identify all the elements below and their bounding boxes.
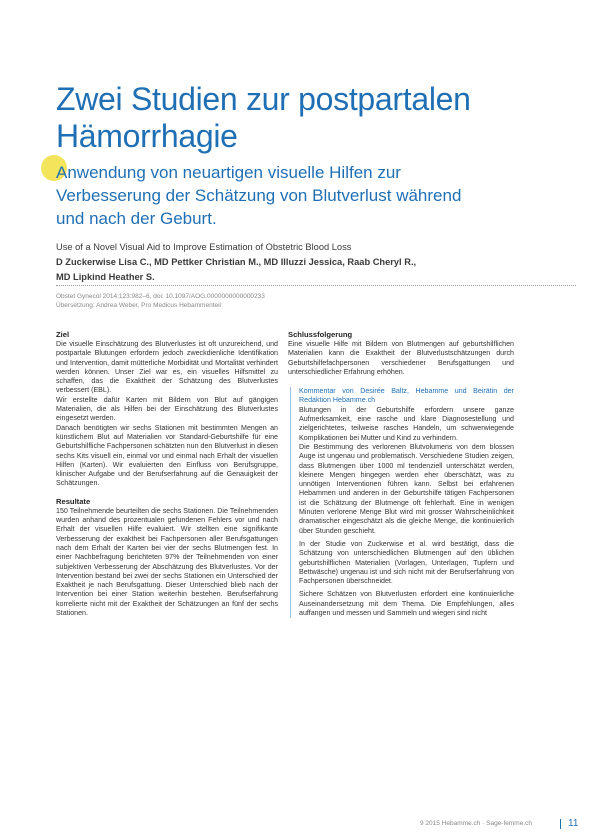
footer-divider xyxy=(560,819,561,829)
ziel-paragraph-2: Wir erstellte dafür Karten mit Bildern von Blut auf gängigen Materialien, die als Hilfen bei der Einschätzung des Blutverlustes eingesetzt werden. xyxy=(56,395,278,423)
article-title-line-2: Hämorrhagie xyxy=(56,118,238,155)
footer-publication: 9 2015 Hebamme.ch · Sage-femme.ch xyxy=(420,820,532,827)
translation-line: Übersetzung: Andrea Weber, Pro Medicus Hebammenteil xyxy=(56,302,221,309)
citation-meta xyxy=(56,292,356,310)
ziel-paragraph-1: Die visuelle Einschätzung des Blutverlustes ist oft unzureichend, und postpartale Blutungen erfordern jedoch zweckdienliche Identifikation und Intervention, damit mütterliche Morbidität und Mortalität verhindert werden können. Unser Ziel war es, ein visuelles Hilfsmittel zu schaffen, das die Exaktheit der Schätzung des Blutverlustes verbessert (EBL). xyxy=(56,340,278,395)
ziel-paragraph-3: Danach benötigten wir sechs Stationen mit bestimmten Mengen an künstlichem Blut auf Materialien vor Standard-Geburtshilfe für eine Geburtshilfliche Fachpersonen schätzten nun den Blutverlust in diesen sechs Kits visuell ein, einmal vor und einmal nach Erhalt der visuellen Hilfen (Karten). Wir evaluierten den Einfluss von Berufsgruppe, klinischer Aufgabe und der Berufserfahrung auf die Genauigkeit der Schätzungen. xyxy=(56,423,278,488)
page-number: 11 xyxy=(568,818,579,829)
original-study-title: Use of a Novel Visual Aid to Improve Estimation of Obstetric Blood Loss xyxy=(56,242,352,252)
original-study-reference xyxy=(56,240,576,285)
article-subtitle xyxy=(56,161,566,230)
authors-line-2: MD Lipkind Heather S. xyxy=(56,272,155,282)
subtitle-line-2: Verbesserung der Schätzung von Blutverlust während xyxy=(56,186,462,205)
comment-box xyxy=(290,387,514,618)
subtitle-line-1: Anwendung von neuartigen visuelle Hilfen zur xyxy=(56,163,401,182)
section-heading-ziel: Ziel xyxy=(56,330,70,339)
right-column xyxy=(288,330,514,618)
comment-paragraph-3: In der Studie von Zuckerwise et al. wird bestätigt, dass die Schätzung von unterschiedlichen Blutmengen auf den üblichen geburtshilflichen Materialien (Vorlagen, Unterlagen, Tupfern und Bettwäsche) ungenau ist und sich nicht mit der Berufserfahrung von Fachpersonen überschneidet. xyxy=(299,539,514,586)
comment-paragraph-4: Sichere Schätzen von Blutverlusten erfordert eine kontinuierliche Auseinandersetzung mit dem Thema. Die Empfehlungen, alles auffangen und messen und Sammeln und wiegen sind nicht xyxy=(299,590,514,618)
subtitle-line-3: und nach der Geburt. xyxy=(56,209,217,228)
section-heading-resultate: Resultate xyxy=(56,496,91,506)
authors-line-1: D Zuckerwise Lisa C., MD Pettker Christian M., MD Illuzzi Jessica, Raab Cheryl R., xyxy=(56,257,417,267)
resultate-paragraph: 150 Teilnehmende beurteilten die sechs Stationen. Die Teilnehmenden wurden anhand des prozentualen gefundenen Fehlers vor und nach Erhalt der visuellen Hilfe evaluiert. Wir stellten eine signifikante Verbesserung der exaktheit bei Fachpersonen aller Berufsgattungen nach dem Erhalt der Karten bei vier der sechs Blutmengen fest. In einer Nachbefragung berichteten 97% der Teilnehmenden von einer subjektiven Verbesserung der Abschätzung des Blutverlustes. Vor der Intervention bestand bei zwei der sechs Stationen ein Unterschied der Exaktheit je nach Berufsgattung. Dieser Unterschied blieb nach der Intervention bei einer Station weiterhin bestehen. Berufserfahrung korrelierte nicht mit der Exaktheit der Schätzungen an fünf der sechs Stationen. xyxy=(56,506,278,618)
article-title xyxy=(56,81,576,155)
comment-paragraph-2: Die Bestimmung des verlorenen Blutvolumens von dem blossen Auge ist ungenau und problematisch. Verschiedene Studien zeigen, dass Blutmengen über 1000 ml tendenziell unterschätzt werden, kleinere Mengen hingegen werden eher überschätzt, was zu unnötigen Interventionen führen kann. Selbst bei erfahrenen Hebammen und anderen in der Geburtshilfe tätigen Fachpersonen ist die Schätzung der Blutmenge oft fehlerhaft. Eine in wenigen Minuten verlorene Menge Blut wird mit grosser Wahrscheinlichkeit dramatischer eingeschätzt als die gleiche Menge, die kontinuierlich über Stunden geschieht. xyxy=(299,442,514,535)
article-title-line-1: Zwei Studien zur postpartalen xyxy=(56,81,471,118)
page-footer xyxy=(0,818,601,832)
comment-paragraph-1: Blutungen in der Geburtshilfe erfordern unsere ganze Aufmerksamkeit, eine rasche und klare Diagnosestellung und zielgerichtetes, teilweise rasches Handeln, um schwerwiegende Komplikationen bei Mutter und Kind zu verhindern. xyxy=(299,405,514,442)
left-column xyxy=(56,330,278,618)
citation-line: Obstet Gynecol 2014;123:982–6, doi: 10.1097/AOG.0000000000000233 xyxy=(56,293,265,300)
schlussfolgerung-paragraph: Eine visuelle Hilfe mit Bildern von Blutmengen auf geburtshilflichen Materialien kann die Exaktheit der Blutverlustschätzungen durch Geburtshilfefachpersonen verschiedener Berufsgattungen und unterschiedlicher Erfahrung erhöhen. xyxy=(288,340,514,376)
comment-author-line: Kommentar von Desirée Baltz, Hebamme und Beirätin der Redaktion Hebamme.ch xyxy=(299,387,514,405)
dotted-divider xyxy=(56,285,576,286)
section-heading-schlussfolgerung: Schlussfolgerung xyxy=(288,330,353,339)
